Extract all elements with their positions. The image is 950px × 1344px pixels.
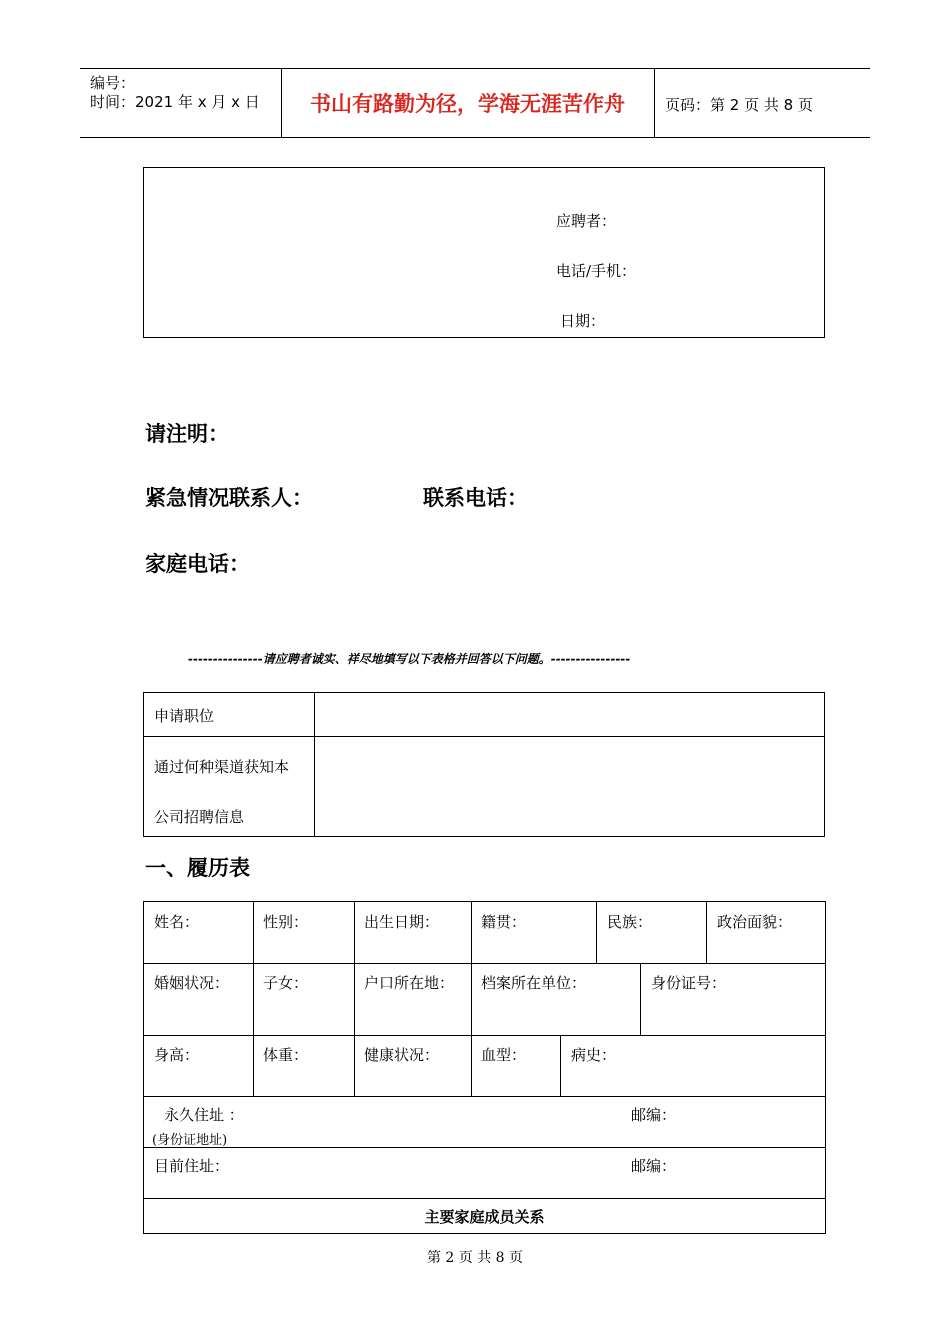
section-title: 一、履历表 [145, 856, 250, 880]
date-label: 日期： [560, 312, 606, 330]
table-divider [354, 902, 355, 1096]
marital-status-label: 婚姻状况： [154, 974, 230, 992]
table-divider [144, 1096, 825, 1097]
table-divider [706, 902, 707, 963]
postcode2-label: 邮编： [631, 1157, 677, 1175]
header-divider [654, 69, 655, 137]
table-divider [144, 1035, 825, 1036]
name-label: 姓名： [154, 913, 200, 931]
ethnicity-label: 民族： [607, 913, 653, 931]
table-divider [596, 902, 597, 963]
header-time: 时间：2021 年 x 月 x 日 [90, 93, 260, 111]
permanent-address-note: (身份证地址) [152, 1133, 228, 1148]
phone-label: 电话/手机： [556, 262, 637, 280]
table-divider [144, 736, 824, 737]
weight-label: 体重： [263, 1046, 309, 1064]
medical-history-label: 病史： [571, 1046, 617, 1064]
home-phone-label: 家庭电话： [145, 552, 250, 576]
table-divider [144, 1198, 825, 1199]
table-divider [253, 902, 254, 1096]
table-divider [314, 693, 315, 836]
channel-label-line2: 公司招聘信息 [154, 808, 245, 826]
id-number-label: 身份证号： [651, 974, 727, 992]
political-status-label: 政治面貌： [717, 913, 793, 931]
gender-label: 性别： [263, 913, 309, 931]
family-members-title: 主要家庭成员关系 [424, 1208, 545, 1226]
resume-table [143, 901, 826, 1234]
position-label: 申请职位 [154, 707, 215, 725]
table-divider [144, 963, 825, 964]
table-divider [640, 963, 641, 1035]
permanent-address-label: 永久住址 ： [164, 1106, 244, 1124]
current-address-label: 目前住址： [154, 1157, 230, 1175]
table-divider [471, 902, 472, 1096]
contact-phone-label: 联系电话： [423, 486, 528, 510]
health-label: 健康状况： [364, 1046, 440, 1064]
table-divider [560, 1035, 561, 1096]
children-label: 子女： [263, 974, 309, 992]
channel-label-line1: 通过何种渠道获知本 [154, 758, 290, 776]
page-header [80, 68, 870, 138]
table-divider [144, 1147, 825, 1148]
header-page-info: 页码：第 2 页 共 8 页 [665, 96, 813, 114]
header-motto: 书山有路勤为径，学海无涯苦作舟 [310, 92, 625, 116]
archive-unit-label: 档案所在单位： [481, 974, 587, 992]
height-label: 身高： [154, 1046, 200, 1064]
instruction-text: ---------------请应聘者诚实、祥尽地填写以下表格并回答以下问题。---------------- [188, 652, 631, 666]
applicant-label: 应聘者： [556, 212, 617, 230]
birthdate-label: 出生日期： [364, 913, 440, 931]
header-number: 编号： [90, 74, 136, 92]
page-footer: 第 2 页 共 8 页 [426, 1250, 524, 1266]
native-place-label: 籍贯： [481, 913, 527, 931]
please-note-label: 请注明： [145, 422, 229, 446]
application-table [143, 692, 825, 837]
blood-type-label: 血型： [481, 1046, 527, 1064]
signature-box [143, 167, 825, 338]
postcode-label: 邮编： [631, 1106, 677, 1124]
household-registration-label: 户口所在地： [364, 974, 455, 992]
emergency-contact-label: 紧急情况联系人： [145, 486, 313, 510]
